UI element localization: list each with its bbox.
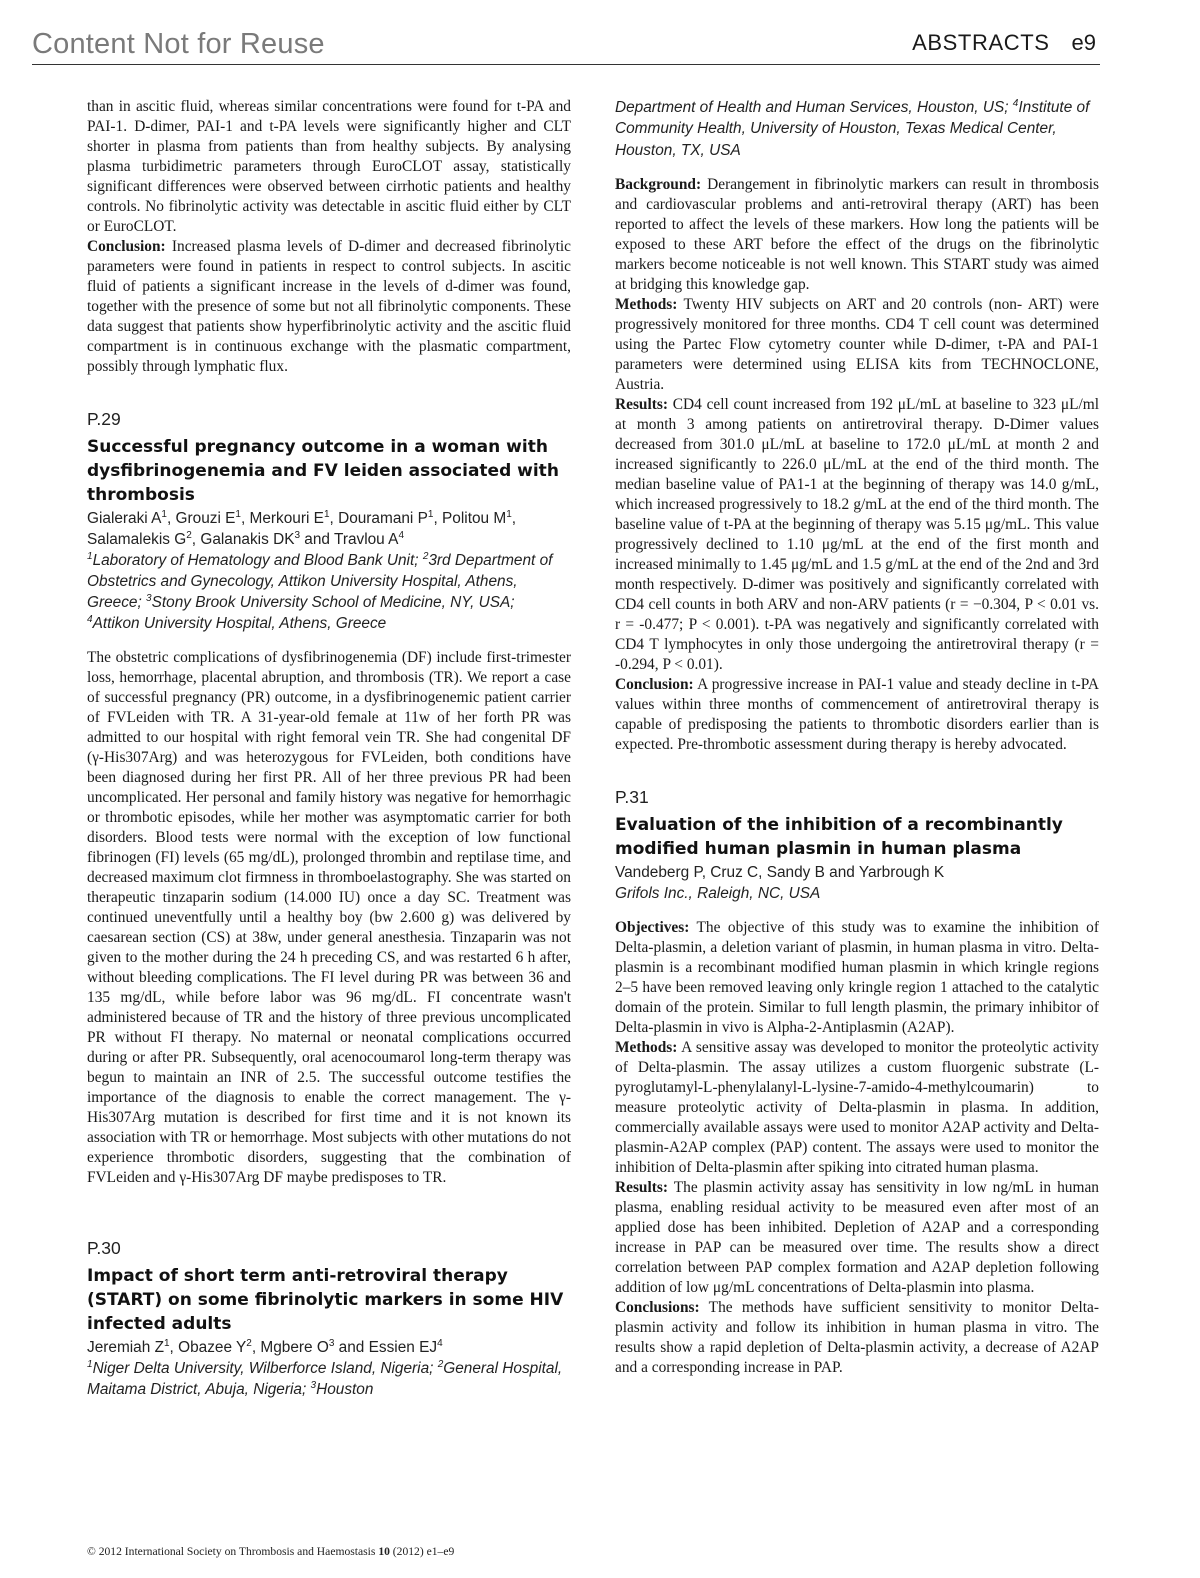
abstract-affiliations: Grifols Inc., Raleigh, NC, USA — [615, 884, 821, 902]
abstract-title: Impact of short term anti-retroviral therapy (START) on some fibrinolytic markers in some HIV infected adults — [87, 1266, 564, 1334]
running-head — [912, 30, 1096, 56]
left-column — [87, 97, 571, 1400]
conclusions-label: Conclusions: — [615, 1298, 700, 1316]
methods-label: Methods: — [615, 1038, 678, 1056]
objectives-label: Objectives: — [615, 918, 690, 936]
page-number: e9 — [1071, 30, 1096, 55]
abstract-number: P.30 — [87, 1238, 121, 1258]
methods-label: Methods: — [615, 295, 678, 313]
abstract-number: P.29 — [87, 409, 121, 429]
watermark: Content Not for Reuse — [32, 28, 325, 60]
abstract-affiliations-continued: Department of Health and Human Services, Houston, US; $^4$Institute of Community Health, University of Houston, Texas Medical Center, Houston, TX, USA — [615, 97, 1090, 159]
abstract-title: Successful pregnancy outcome in a woman with dysfibrinogenemia and FV leiden associated with thrombosis — [87, 437, 559, 505]
results-label: Results: — [615, 1178, 669, 1196]
abstract-p30 — [87, 1238, 571, 1400]
abstract-body: The obstetric complications of dysfibrinogenemia (DF) include first-trimester loss, hemorrhage, placental abruption, and thrombosis (TR). We report a case of successful pregnancy (PR) outcome, in a dysfibrinogenemic patient carrier of FVLeiden with TR. A 31-year-old female at 11w of her forth PR was admitted to our hospital with right femoral vein TR. She had congenital DF (γ-His307Arg) and was heterozygous for FVLeiden, both conditions have been diagnosed during her first PR. All of her three previous PR had been uncomplicated. Her personal and family history was negative for hemorrhagic or thrombotic episodes, while her mother was asymptomatic carrier for both disorders. Blood tests were normal with the exception of low functional fibrinogen (FI) levels (65 mg/dL), prolonged thrombin and reptilase time, and decreased maximum clot firmness in thromboelastography. She was started on therapeutic tinzaparin sodium (14.000 IU) once a day SC. Treatment was continued uneventfully until a healthy boy (bw 2.600 g) was delivered by caesarean section (CS) at 38w, under general anesthesia. Tinzaparin was not given to the mother during the 24 h preceding CS, and was restarted 6 h after, without bleeding complications. The FI level during PR was between 36 and 135 mg/dL, while before labor was 96 mg/dL. FI concentrate wasn't administered because of TR and the history of three previous uncomplicated PR without FI therapy. No maternal or neonatal complications occurred during or after PR. Subsequently, oral acenocoumarol long-term therapy was begun to maintain an INR of 2.5. The successful outcome testifies the importance of the diagnosis to enable the correct management. The γ-His307Arg mutation is described for first time and it is not known its association with TR or hemorrhage. Most subjects with other mutations do not experience thrombotic disorders, suggesting that the combination of FVLeiden and γ-His307Arg DF maybe predisposes to TR. — [87, 649, 571, 1186]
continued-paragraph: than in ascitic fluid, whereas similar concentrations were found for t-PA and PAI-1. D-dimer, PAI-1 and t-PA levels were significantly higher and CLT shorter in plasma from patients than from healthy subjects. By analysing plasma turbidimetric parameters through EuroCLOT assay, statistically significant differences were observed between cirrhotic patients and healthy controls. No fibrinolytic activity was detectable in ascitic fluid either by CLT or EuroCLOT. — [87, 98, 571, 235]
continued-abstract — [87, 97, 571, 377]
abstract-number: P.31 — [615, 786, 649, 807]
conclusion-text: Increased plasma levels of D-dimer and decreased fibrinolytic parameters were found in patients in respect to control subjects. In ascitic fluid of patients a significant increase in the levels of d-dimer was found, together with the presence of some but not all fibrinolytic components. These data suggest that patients show hyperfibrinolytic activity and the ascitic fluid compartment is in continuous exchange with the plasmatic compartment, possibly through lymphatic flux. — [87, 238, 571, 375]
abstract-affiliations: $^1$Niger Delta University, Wilberforce Island, Nigeria; $^2$General Hospital, Maitama District, Abuja, Nigeria; $^3$Houston — [87, 1358, 563, 1398]
conclusion-label: Conclusion: — [87, 238, 166, 255]
abstract-p29 — [87, 409, 571, 1188]
abstract-affiliations: $^1$Laboratory of Hematology and Blood Bank Unit; $^2$3rd Department of Obstetrics and Gynecology, Attikon University Hospital, Athens, Greece; $^3$Stony Brook University School of Medicine, NY, USA; $^4$Attikon University Hospital, Athens, Greece — [87, 550, 553, 632]
abstract-p31 — [615, 787, 1099, 1378]
copyright-footer: © 2012 International Society on Thrombosis and Haemostasis 10 (2012) e1–e9 — [87, 1545, 455, 1558]
running-head-section: ABSTRACTS — [912, 30, 1050, 55]
abstract-body: Objectives: The objective of this study was to examine the inhibition of Delta-plasmin, a deletion variant of plasmin, in human plasma in vitro. Delta-plasmin is a recombinant modified human plasmin in which kringle regions 2–5 have been removed leaving only kringle region 1 attached to the catalytic domain of the protein. Similar to full length plasmin, the primary inhibitor of Delta-plasmin in vivo is Alpha-2-Antiplasmin (A2AP). Methods: A sensitive assay was developed to monitor the proteolytic activity of Delta-plasmin. The assay utilizes a custom fluorgenic substrate (L-pyroglutamyl-L-phenylalanyl-L-lysine-7-amido-4-methylcoumarin) to measure proteolytic activity of Delta-plasmin in plasma. In addition, commercially available assays were used to monitor A2AP activity and Delta-plasmin-A2AP complex (PAP) content. The assays were used to monitor the inhibition of Delta-plasmin after spiking into citrated human plasma. Results: The plasmin activity assay has sensitivity in low ng/mL in human plasma, enabling residual activity to be measured even after most of an applied dose has been inhibited. Depletion of A2AP and a corresponding increase in PAP can be measured over time. The results show a direct correlation between PAP complex formation and A2AP depletion following addition of low μg/mL concentrations of Delta-plasmin into plasma. Conclusions: The methods have sufficient sensitivity to monitor Delta-plasmin activity and follow its inhibition in human plasma in vitro. The results show a rapid depletion of Delta-plasmin activity, a decrease of A2AP and a corresponding increase in PAP. — [615, 918, 1099, 1376]
abstract-authors: Jeremiah $Z^1$, Obazee $Y^2$, Mgbere $O^3$ and Essien $EJ^4$ — [87, 1337, 443, 1356]
abstract-authors: Vandeberg P, Cruz C, Sandy B and Yarbrough K — [615, 863, 945, 881]
results-label: Results: — [615, 395, 669, 413]
right-column — [615, 97, 1099, 1378]
abstract-p30-body: Background: Derangement in fibrinolytic markers can result in thrombosis and cardiovascular problems and anti-retroviral therapy (ART) has been reported to affect the levels of these markers. How long the patients will be exposed to these ART before the effect of the drugs on the fibrinolytic markers become noticeable is not well known. This START study was aimed at bridging this knowledge gap. Methods: Twenty HIV subjects on ART and 20 controls (non- ART) were progressively monitored for three months. CD4 T cell count was determined using the Partec Flow cytometry counter while D-dimer, t-PA and PAI-1 parameters were determined using ELISA kits from TECHNOCLONE, Austria. Results: CD4 cell count increased from 192 μL/mL at baseline to 323 μL/ml at month 3 among patients on antiretroviral therapy. D-Dimer values decreased from 301.0 μL/mL at baseline to 172.0 μL/mL at month 2 and increased significantly to 226.0 μL/mL at the end of the third month. The median baseline value of PA1-1 at the beginning of therapy was 14.0 g/mL, which increased progressively to 18.2 g/mL at the end of the third month. The baseline value of t-PA at the beginning of therapy was 5.15 μg/mL. This value progressively declined to 1.10 μg/mL at the end of the first month and increased minimally to 1.45 μg/mL and 1.5 g/mL at the end of the 2nd and 3rd month respectively. D-dimer was positively and significantly correlated with CD4 cell counts in both ARV and non-ARV patients (r = −0.304, P < 0.01 vs. r = -0.477; P < 0.001). t-PA was negatively and significantly correlated with CD4 T lymphocytes in only those undergoing the antiretroviral therapy (r = -0.294, P < 0.01). Conclusion: A progressive increase in PAI-1 value and steady decline in t-PA values within three months of commencement of antiretroviral therapy is capable of predisposing the patients to thrombotic disorders earlier than is expected. Pre-thrombotic assessment during therapy is hereby advocated. — [615, 175, 1099, 753]
conclusion-label: Conclusion: — [615, 675, 694, 693]
abstract-title: Evaluation of the inhibition of a recombinantly modified human plasmin in human plasma — [615, 814, 1063, 859]
abstract-authors: Gialeraki $A^1$, Grouzi $E^1$, Merkouri $E^1$, Douramani $P^1$, Politou $M^1$, Salamalekis $G^2$, Galanakis $DK^3$ and Travlou $A^4$ — [87, 508, 517, 548]
background-label: Background: — [615, 175, 702, 193]
header-rule — [32, 64, 1100, 65]
